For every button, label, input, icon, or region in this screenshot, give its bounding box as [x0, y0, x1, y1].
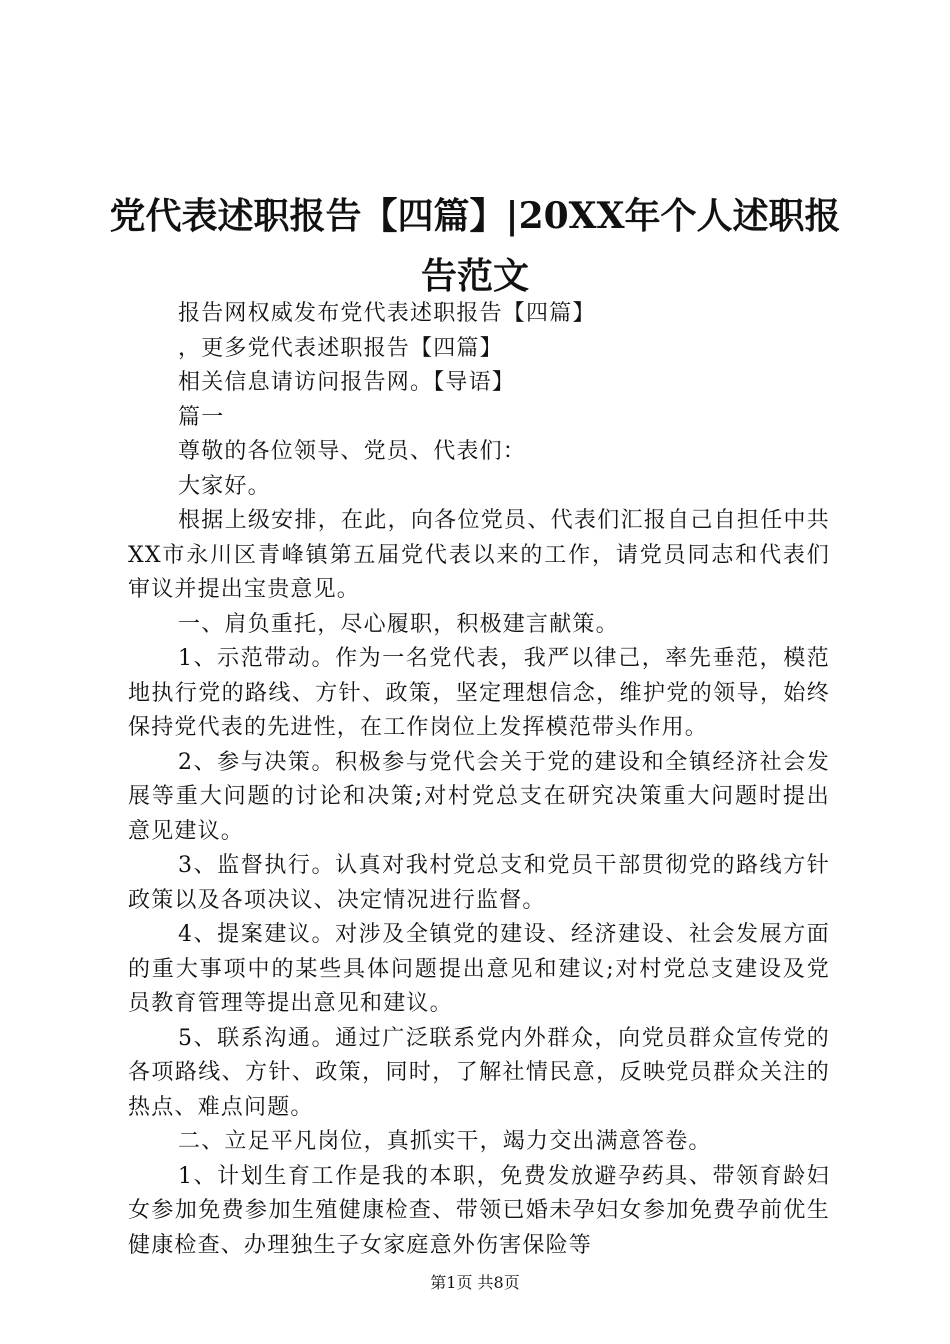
document-body [128, 297, 830, 1263]
paragraph: 1、计划生育工作是我的本职，免费发放避孕药具、带领育龄妇女参加免费参加生殖健康检查、带领已婚未孕妇女参加免费孕前优生健康检查、办理独生子女家庭意外伤害保险等 [128, 1163, 830, 1258]
paragraph: 3、监督执行。认真对我村党总支和党员干部贯彻党的路线方针政策以及各项决议、决定情况进行监督。 [128, 853, 830, 913]
document-title: 党代表述职报告【四篇】|20XX年个人述职报告范文 [109, 195, 841, 297]
paragraph: 4、提案建议。对涉及全镇党的建设、经济建设、社会发展方面的重大事项中的某些具体问题提出意见和建议;对村党总支建设及党员教育管理等提出意见和建议。 [128, 922, 830, 1016]
paragraph: 篇一 [178, 404, 225, 430]
page-number-footer: 第1页 共8页 [430, 1273, 520, 1292]
paragraph: 1、示范带动。作为一名党代表，我严以律己，率先垂范，模范地执行党的路线、方针、政策，坚定理想信念，维护党的领导，始终保持党代表的先进性，在工作岗位上发挥模范带头作用。 [128, 646, 830, 740]
paragraph: 一、肩负重托，尽心履职，积极建言献策。 [178, 611, 619, 637]
paragraph: 二、立足平凡岗位，真抓实干，竭力交出满意答卷。 [178, 1129, 712, 1154]
paragraph: 根据上级安排，在此，向各位党员、代表们汇报自己自担任中共XX市永川区青峰镇第五届党代表以来的工作，请党员同志和代表们审议并提出宝贵意见。 [128, 508, 830, 602]
paragraph: 大家好。 [178, 473, 271, 499]
paragraph: 相关信息请访问报告网。【导语】 [178, 370, 516, 395]
paragraph: 尊敬的各位领导、党员、代表们： [178, 439, 527, 464]
paragraph: 5、联系沟通。通过广泛联系党内外群众，向党员群众宣传党的各项路线、方针、政策，同时，了解社情民意，反映党员群众关注的热点、难点问题。 [128, 1025, 830, 1120]
paragraph: 报告网权威发布党代表述职报告【四篇】 [178, 301, 596, 326]
paragraph: 2、参与决策。积极参与党代会关于党的建设和全镇经济社会发展等重大问题的讨论和决策;对村党总支在研究决策重大问题时提出意见建议。 [128, 749, 830, 844]
paragraph: ，更多党代表述职报告【四篇】 [178, 335, 503, 361]
